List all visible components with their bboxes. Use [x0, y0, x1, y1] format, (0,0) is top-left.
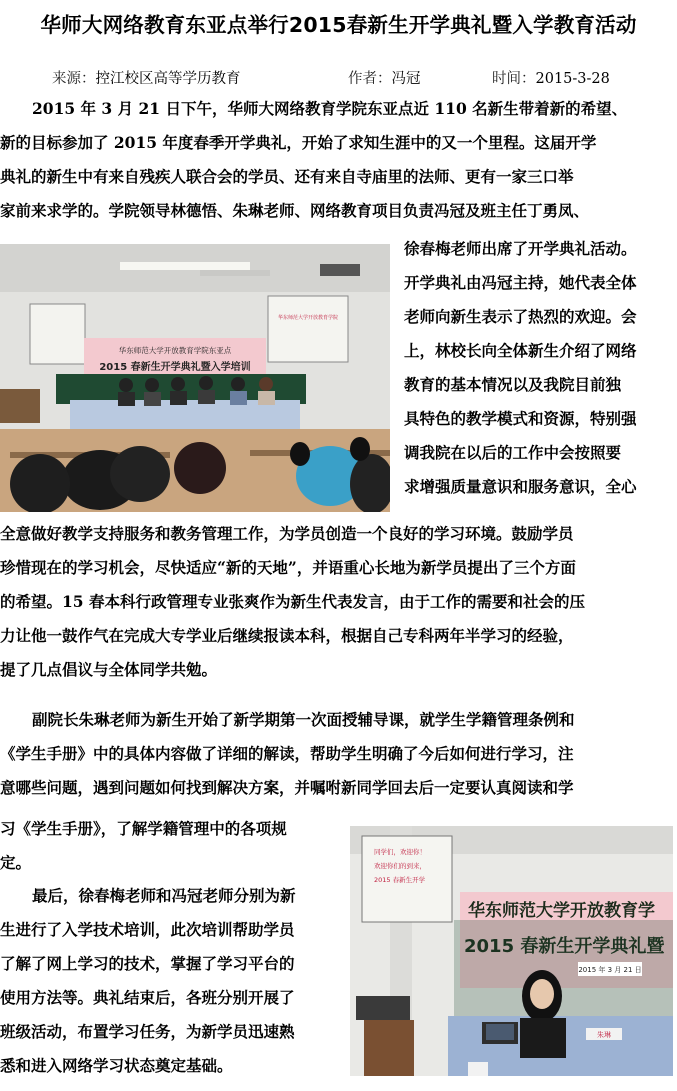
author-label: 作者：: [348, 71, 392, 87]
paragraph-3: [0, 879, 348, 1083]
paragraph-2-wrap: [0, 812, 348, 880]
text-line: 典礼的新生中有来自残疾人联合会的学员、还有来自寺庙里的法师、更有一家三口举: [0, 167, 574, 186]
paragraph-1-wrap: [404, 232, 677, 504]
text-line: 徐春梅老师出席了开学典礼活动。: [404, 239, 637, 258]
author-value: 冯冠: [391, 71, 421, 87]
text-line: 教育的基本情况以及我院目前独: [404, 375, 622, 394]
nameplate: 朱琳: [597, 1031, 611, 1039]
ceremony-banner-line-2: 2015 春新生开学典礼暨入学培训: [99, 362, 251, 373]
text-line: 2015 年 3 月 21 日下午，华师大网络教育学院东亚点近 110 名新生带着新的希望、: [32, 99, 628, 118]
text-line: 新的目标参加了 2015 年度春季开学典礼，开始了求知生涯中的又一个里程。这届开学: [0, 133, 597, 152]
text-line: 使用方法等。典礼结束后，各班分别开展了: [0, 988, 295, 1007]
paragraph-1-top: [0, 92, 677, 228]
text-line: 的希望。15 春本科行政管理专业张爽作为新生代表发言，由于工作的需要和社会的压: [0, 592, 585, 611]
text-line: 生进行了入学技术培训，此次培训帮助学员: [0, 920, 295, 939]
paragraph-2-top: [0, 703, 677, 805]
text-line: 上，林校长向全体新生介绍了网络: [404, 341, 637, 360]
meta-source: [52, 67, 241, 88]
text-line: 最后，徐春梅老师和冯冠老师分别为新: [32, 886, 296, 905]
ceremony-photo: [0, 244, 390, 512]
speaker-banner-line-2: 2015 春新生开学典礼暨: [464, 936, 665, 957]
screen-line-2: 欢迎你们的到来，: [374, 862, 426, 870]
text-line: 开学典礼由冯冠主持，她代表全体: [404, 273, 637, 292]
text-line: 意哪些问题，遇到问题如何找到解决方案，并嘱咐新同学回去后一定要认真阅读和学: [0, 778, 574, 797]
ceremony-banner-line-1: 华东师范大学开放教育学院东亚点: [118, 346, 232, 355]
text-line: 习《学生手册》，了解学籍管理中的各项规: [0, 819, 287, 838]
speaker-banner-line-1: 华东师范大学开放教育学: [468, 901, 655, 921]
text-line: 《学生手册》中的具体内容做了详细的解读，帮助学生明确了今后如何进行学习，注: [0, 744, 574, 763]
text-line: 班级活动，布置学习任务，为新学员迅速熟: [0, 1022, 295, 1041]
text-line: 老师向新生表示了热烈的欢迎。会: [404, 307, 637, 326]
text-line: 了解了网上学习的技术，掌握了学习平台的: [0, 954, 295, 973]
source-label: 来源：: [52, 71, 96, 87]
text-line: 提了几点倡议与全体同学共勉。: [0, 660, 218, 679]
text-line: 定。: [0, 853, 32, 872]
text-line: 珍惜现在的学习机会，尽快适应“新的天地”，并语重心长地为新学员提出了三个方面: [0, 558, 576, 577]
text-line: 求增强质量意识和服务意识，全心: [404, 477, 637, 496]
ceremony-screen-text: 华东师范大学开放教育学院: [277, 315, 339, 321]
meta-time: [492, 67, 610, 88]
text-line: 力让他一鼓作气在完成大专学业后继续报读本科，根据自己专科两年半学习的经验，: [0, 626, 574, 645]
time-value: 2015-3-28: [535, 71, 610, 87]
article-title: 华师大网络教育东亚点举行2015春新生开学典礼暨入学教育活动: [40, 13, 637, 37]
text-line: 家前来求学的。学院领导林德悟、朱琳老师、网络教育项目负责冯冠及班主任丁勇凤、: [0, 201, 590, 220]
text-line: 副院长朱琳老师为新生开始了新学期第一次面授辅导课，就学生学籍管理条例和: [32, 710, 575, 729]
text-line: 具特色的教学模式和资源，特别强: [404, 409, 637, 428]
date-card: 2015 年 3 月 21 日: [578, 966, 642, 974]
text-line: 悉和进入网络学习状态奠定基础。: [0, 1056, 233, 1075]
time-label: 时间：: [492, 71, 536, 87]
source-value: 控江校区高等学历教育: [95, 71, 241, 87]
screen-line-1: 同学们，欢迎你！: [374, 848, 426, 856]
speaker-photo: [350, 826, 673, 1076]
text-line: 全意做好教学支持服务和教务管理工作，为学员创造一个良好的学习环境。鼓励学员: [0, 524, 574, 543]
meta-author: [348, 67, 421, 88]
paragraph-1-bottom: [0, 517, 677, 687]
screen-line-3: 2015 春新生开学: [374, 876, 426, 884]
text-line: 调我院在以后的工作中会按照要: [404, 443, 622, 462]
